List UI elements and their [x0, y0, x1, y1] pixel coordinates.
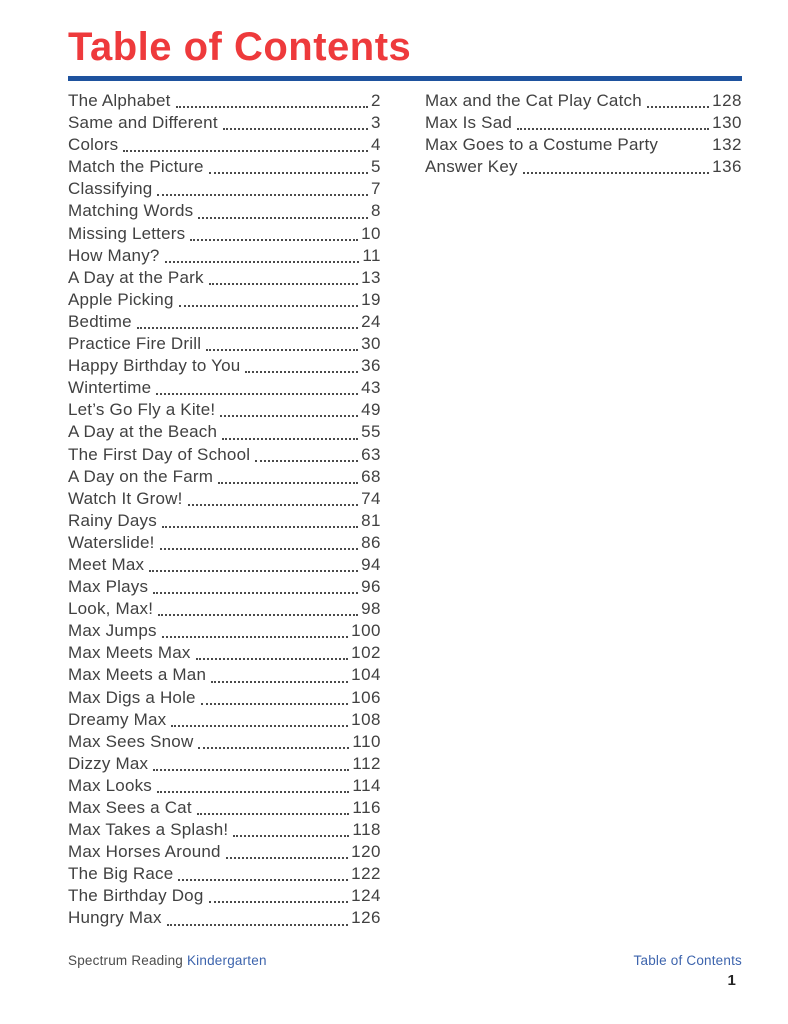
toc-entry [425, 156, 742, 178]
toc-entry-leader [198, 217, 368, 219]
toc-entry-title: Practice Fire Drill [68, 334, 202, 354]
toc-entry [68, 245, 381, 267]
toc-entry [425, 90, 742, 112]
toc-entry-leader [226, 857, 348, 859]
toc-entry [68, 289, 381, 311]
toc-entry-leader [197, 813, 350, 815]
toc-entry-title: Max Jumps [68, 621, 157, 641]
toc-entry [68, 907, 381, 929]
toc-entry [68, 598, 381, 620]
toc-entry [68, 421, 381, 443]
toc-entry-page: 3 [371, 113, 381, 133]
toc-entry-leader [157, 194, 368, 196]
toc-entry-page: 2 [371, 91, 381, 110]
toc-entry-title: Happy Birthday to You [68, 356, 241, 376]
toc-entry-leader [176, 106, 368, 108]
toc-entry-page: 108 [351, 709, 381, 729]
toc-entry-title: Let’s Go Fly a Kite! [68, 400, 216, 420]
toc-entry [68, 620, 381, 642]
toc-entry-leader [211, 681, 348, 683]
page-title: Table of Contents [68, 25, 412, 69]
toc-entry [68, 466, 381, 488]
page-number: 1 [727, 972, 736, 989]
toc-entry-title: Max Looks [68, 775, 153, 795]
toc-entry-title: Max Meets a Man [68, 665, 207, 685]
toc-columns [68, 90, 742, 930]
toc-entry-title: Max Plays [68, 577, 149, 597]
toc-entry [68, 753, 381, 775]
toc-entry-title: The Alphabet [68, 91, 171, 110]
toc-entry-leader [188, 504, 358, 506]
toc-entry-leader [160, 548, 358, 550]
toc-entry-title: Bedtime [68, 311, 132, 331]
toc-entry-page: 24 [361, 311, 381, 331]
toc-entry-leader [190, 239, 358, 241]
toc-entry [425, 112, 742, 134]
toc-entry-leader [179, 305, 358, 307]
page-footer [68, 953, 742, 989]
toc-entry-leader [209, 172, 368, 174]
toc-entry-leader [220, 415, 358, 417]
toc-entry-title: A Day at the Park [68, 267, 204, 287]
toc-entry-leader [255, 460, 358, 462]
toc-entry-leader [209, 901, 349, 903]
toc-entry-page: 4 [371, 135, 381, 155]
toc-entry-page: 7 [371, 179, 381, 199]
toc-entry-title: Dreamy Max [68, 709, 167, 729]
toc-entry-title: Max and the Cat Play Catch [425, 91, 642, 110]
toc-entry-page: 49 [361, 400, 381, 420]
toc-entry-leader [517, 128, 709, 130]
toc-entry-page: 112 [352, 753, 381, 773]
toc-entry-page: 116 [352, 798, 381, 817]
toc-entry-page: 130 [712, 113, 742, 133]
toc-entry [68, 311, 381, 333]
toc-entry-leader [123, 150, 368, 152]
toc-column-right [425, 90, 742, 930]
footer-right-block [634, 953, 742, 989]
toc-entry [68, 377, 381, 399]
toc-entry-page: 118 [352, 820, 381, 840]
toc-entry [68, 642, 381, 664]
toc-entry-page: 11 [362, 245, 381, 265]
toc-entry-page: 63 [361, 444, 381, 464]
toc-entry [68, 731, 381, 753]
toc-entry [68, 775, 381, 797]
toc-entry-page: 122 [351, 864, 381, 884]
toc-entry-title: Matching Words [68, 201, 194, 221]
toc-entry-title: Wintertime [68, 378, 152, 398]
toc-entry-title: Colors [68, 135, 119, 155]
toc-entry [68, 90, 381, 112]
toc-entry [68, 687, 381, 709]
footer-book-title [68, 953, 267, 968]
toc-entry-leader [153, 592, 358, 594]
toc-entry-leader [647, 106, 709, 108]
toc-entry-page: 96 [361, 577, 381, 597]
toc-entry-page: 102 [351, 643, 381, 663]
toc-entry-page: 81 [361, 510, 381, 530]
toc-entry-page: 132 [712, 135, 742, 155]
toc-entry [68, 156, 381, 178]
toc-entry [68, 223, 381, 245]
toc-column-left [68, 90, 381, 930]
toc-entry-leader [245, 371, 358, 373]
toc-entry-title: Max Horses Around [68, 842, 221, 862]
toc-entry-leader [201, 703, 348, 705]
toc-entry-leader [218, 482, 358, 484]
toc-entry-leader [171, 725, 348, 727]
toc-entry-page: 114 [352, 775, 381, 795]
toc-entry-leader [137, 327, 358, 329]
toc-entry-title: A Day on the Farm [68, 466, 214, 486]
toc-entry-page: 13 [361, 267, 381, 287]
toc-entry-page: 19 [361, 289, 381, 309]
toc-entry-leader [223, 128, 368, 130]
toc-entry [68, 178, 381, 200]
toc-entry [68, 134, 381, 156]
toc-entry [68, 510, 381, 532]
toc-entry [68, 709, 381, 731]
toc-entry-title: Max Sees Snow [68, 731, 194, 751]
toc-entry [68, 841, 381, 863]
toc-entry-title: Missing Letters [68, 223, 186, 243]
toc-entry-leader [165, 261, 360, 263]
toc-entry [68, 333, 381, 355]
toc-entry-leader [157, 791, 349, 793]
toc-entry-leader [153, 769, 349, 771]
toc-entry [68, 399, 381, 421]
toc-entry [68, 885, 381, 907]
toc-entry [68, 532, 381, 554]
toc-entry-page: 120 [351, 842, 381, 862]
toc-entry-title: Max Is Sad [425, 113, 513, 133]
toc-entry-page: 43 [361, 378, 381, 398]
toc-entry-page: 136 [712, 157, 742, 177]
toc-entry-page: 110 [352, 731, 381, 751]
toc-entry-title: The Birthday Dog [68, 886, 204, 906]
toc-entry-page: 128 [712, 91, 742, 110]
toc-entry-title: Answer Key [425, 157, 518, 177]
toc-entry [68, 554, 381, 576]
toc-entry [68, 267, 381, 289]
toc-entry-page: 104 [351, 665, 381, 685]
toc-entry-leader [178, 879, 348, 881]
toc-entry [425, 134, 742, 156]
toc-entry-page: 10 [361, 223, 381, 243]
toc-entry-page: 30 [361, 334, 381, 354]
toc-entry-title: How Many? [68, 245, 160, 265]
toc-entry [68, 576, 381, 598]
toc-entry [68, 488, 381, 510]
toc-entry-page: 74 [361, 488, 381, 508]
toc-entry-title: The Big Race [68, 864, 174, 884]
toc-entry-leader [167, 924, 348, 926]
toc-entry-page: 36 [361, 356, 381, 376]
toc-entry-leader [196, 658, 349, 660]
toc-entry-page: 98 [361, 599, 381, 619]
toc-entry-title: Waterslide! [68, 532, 155, 552]
toc-entry-title: Rainy Days [68, 510, 157, 530]
toc-entry-leader [198, 747, 349, 749]
page-content [68, 27, 742, 930]
toc-entry-page: 86 [361, 532, 381, 552]
toc-entry-leader [222, 438, 358, 440]
toc-entry-page: 100 [351, 621, 381, 641]
toc-entry-title: Look, Max! [68, 599, 154, 619]
toc-entry-leader [149, 570, 358, 572]
toc-entry-leader [162, 526, 358, 528]
toc-entry-title: Apple Picking [68, 289, 174, 309]
toc-entry-page: 68 [361, 466, 381, 486]
toc-entry-page: 126 [351, 908, 381, 928]
toc-entry-title: Meet Max [68, 554, 145, 574]
toc-entry-page: 94 [361, 554, 381, 574]
toc-entry-title: Max Digs a Hole [68, 687, 196, 707]
toc-entry-leader [156, 393, 358, 395]
toc-entry-title: Same and Different [68, 113, 218, 133]
toc-entry-title: Dizzy Max [68, 753, 149, 773]
toc-entry-title: Match the Picture [68, 157, 204, 177]
toc-entry-title: Watch It Grow! [68, 488, 183, 508]
toc-entry [68, 863, 381, 885]
toc-entry-page: 106 [351, 687, 381, 707]
footer-section-label: Table of Contents [633, 953, 742, 968]
toc-entry-leader [209, 283, 358, 285]
toc-entry-page: 5 [371, 157, 381, 177]
toc-entry [68, 664, 381, 686]
toc-entry [68, 200, 381, 222]
toc-entry-title: A Day at the Beach [68, 422, 218, 442]
toc-entry [68, 112, 381, 134]
toc-entry-title: Max Sees a Cat [68, 798, 192, 817]
toc-entry-title: Hungry Max [68, 908, 162, 928]
toc-entry-leader [523, 172, 709, 174]
footer-grade-label: Kindergarten [186, 953, 267, 968]
toc-entry [68, 797, 381, 819]
toc-entry-title: Classifying [68, 179, 153, 199]
toc-entry-title: Max Goes to a Costume Party [425, 135, 659, 155]
toc-entry-leader [158, 614, 358, 616]
toc-entry [68, 355, 381, 377]
toc-entry-leader [233, 835, 349, 837]
title-divider-rule [68, 76, 742, 81]
toc-entry-title: Max Takes a Splash! [68, 820, 229, 840]
toc-entry-title: Max Meets Max [68, 643, 191, 663]
footer-series-label: Spectrum Reading [68, 953, 187, 968]
toc-entry-leader [206, 349, 358, 351]
toc-entry [68, 819, 381, 841]
toc-entry [68, 444, 381, 466]
toc-entry-page: 124 [351, 886, 381, 906]
toc-entry-page: 8 [371, 201, 381, 221]
toc-entry-page: 55 [361, 422, 381, 442]
toc-entry-leader [162, 636, 348, 638]
toc-entry-title: The First Day of School [68, 444, 251, 464]
